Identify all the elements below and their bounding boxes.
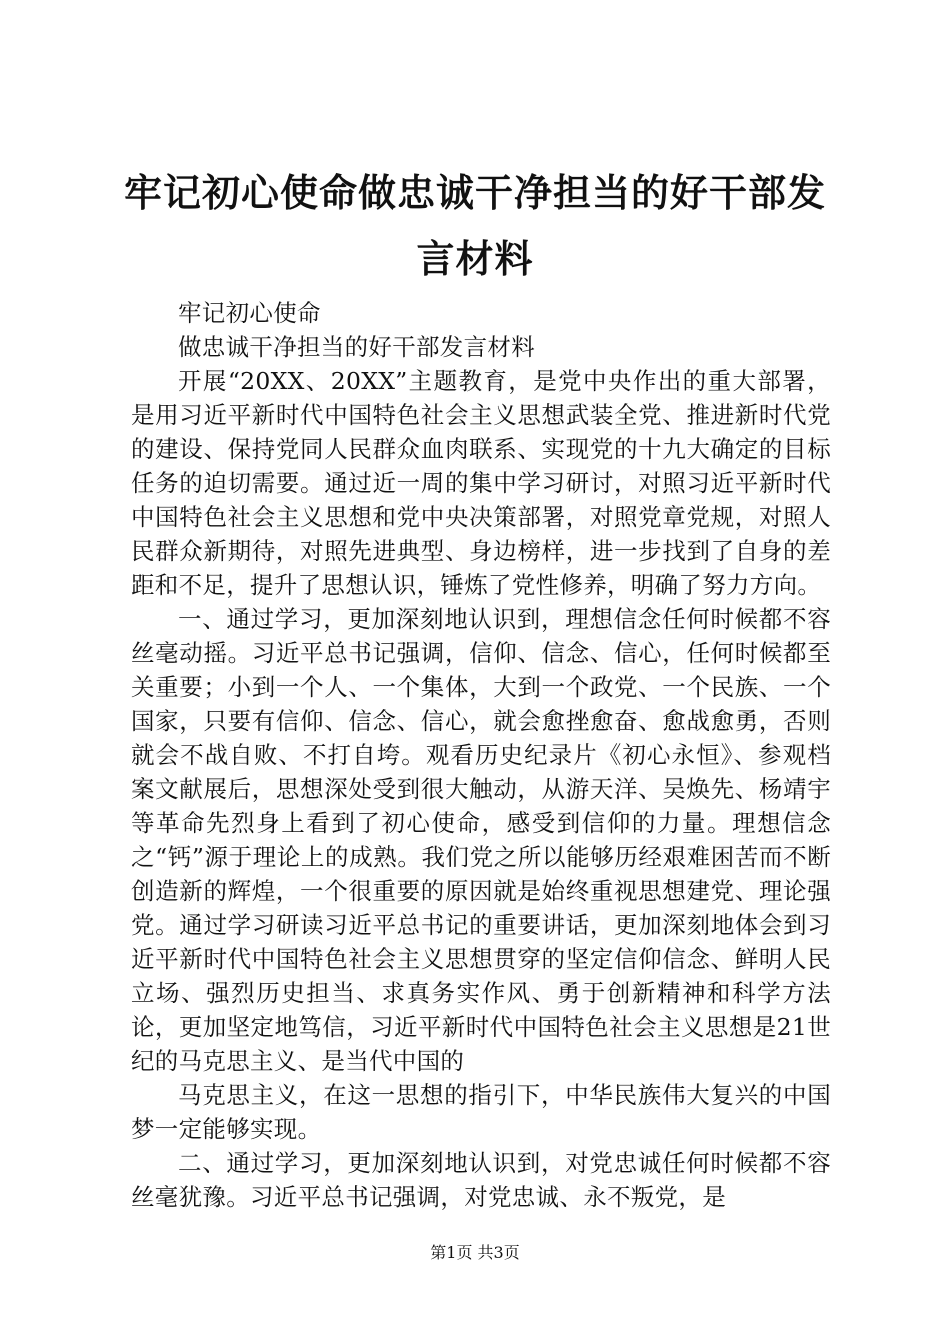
paragraph-intro: 开展“20XX、20XX”主题教育，是党中央作出的重大部署，是用习近平新时代中国特色社会主义思想武装全党、推进新时代党的建设、保持党同人民群众血肉联系、实现党的十九大确定的目标任务的迫切需要。通过近一周的集中学习研讨，对照习近平新时代中国特色社会主义思想和党中央决策部署，对照党章党规，对照人民群众新期待，对照先进典型、身边榜样，进一步找到了自身的差距和不足，提升了思想认识，锤炼了党性修养，明确了努力方向。 [131,367,831,599]
paragraph-subtitle-2: 做忠诚干净担当的好干部发言材料 [178,333,535,361]
page-number: 第1页 共3页 [430,1243,520,1262]
paragraph-section-1: 一、通过学习，更加深刻地认识到，理想信念任何时候都不容丝毫动摇。习近平总书记强调，信仰、信念、信心，任何时候都至关重要；小到一个人、一个集体，大到一个政党、一个民族、一个国家，只要有信仰、信念、信心，就会愈挫愈奋、愈战愈勇，否则就会不战自败、不打自垮。观看历史纪录片《初心永恒》、参观档案文献展后，思想深处受到很大触动，从游天洋、吴焕先、杨靖宇等革命先烈身上看到了初心使命，感受到信仰的力量。理想信念之“钙”源于理论上的成熟。我们党之所以能够历经艰难困苦而不断创造新的辉煌，一个很重要的原因就是始终重视思想建党、理论强党。通过学习研读习近平总书记的重要讲话，更加深刻地体会到习近平新时代中国特色社会主义思想贯穿的坚定信仰信念、鲜明人民立场、强烈历史担当、求真务实作风、勇于创新精神和科学方法论，更加坚定地笃信，习近平新时代中国特色社会主义思想是21世纪的马克思主义、是当代中国的 [131,605,831,1075]
paragraph-subtitle-1: 牢记初心使命 [178,299,321,327]
document-body [131,296,831,1214]
document-title: 牢记初心使命做忠诚干净担当的好干部发言材料 [123,170,826,281]
paragraph-section-2: 二、通过学习，更加深刻地认识到，对党忠诚任何时候都不容丝毫犹豫。习近平总书记强调，对党忠诚、永不叛党，是 [131,1149,831,1211]
paragraph-continuation: 马克思主义，在这一思想的指引下，中华民族伟大复兴的中国梦一定能够实现。 [131,1081,831,1143]
